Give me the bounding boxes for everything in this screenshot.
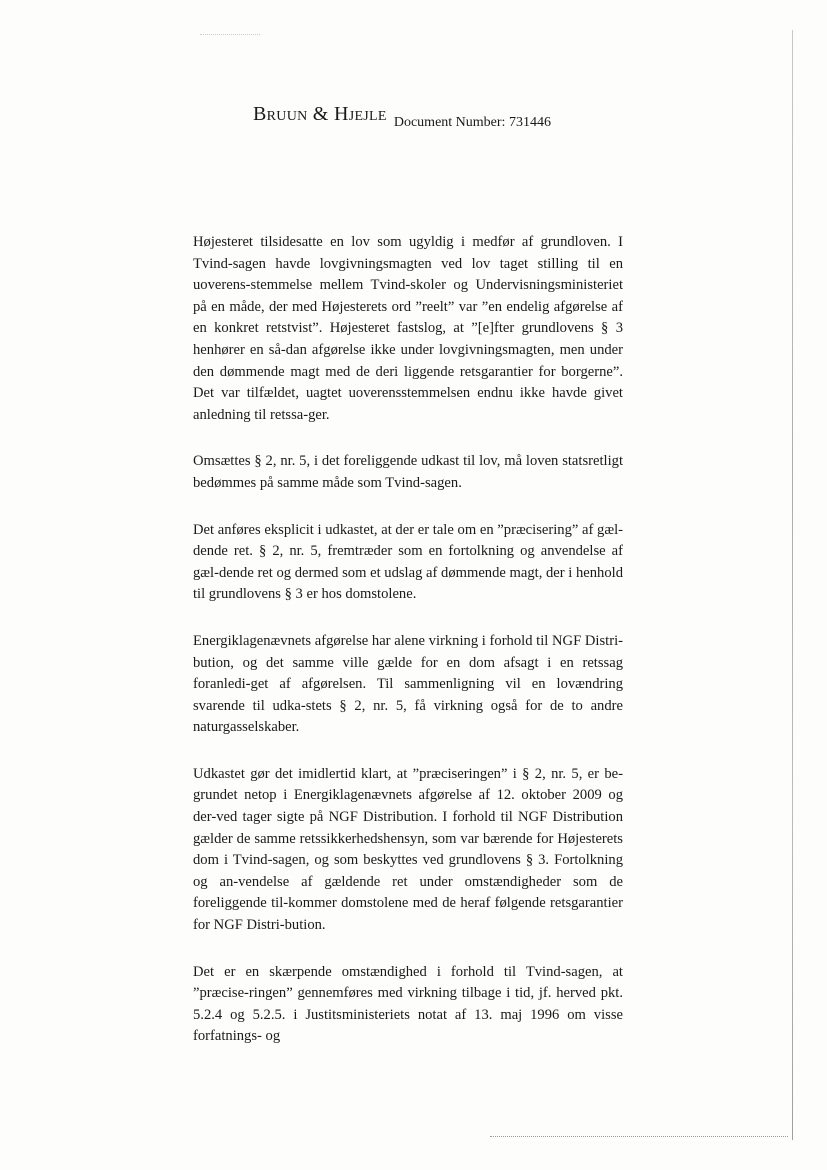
paragraph: Det er en skærpende omstændighed i forhold til Tvind-sagen, at ”præcise-ringen” gennemføres med virkning tilbage i tid, jf. herved pkt. 5.2.4 og 5.2.5. i Justitsministeriets notat af 13. maj 1996 om visse forfatnings- og (193, 963, 623, 1045)
document-body (193, 232, 623, 1073)
firm-name: Bruun & Hjejle (253, 103, 387, 125)
paragraph: Udkastet gør det imidlertid klart, at ”præciseringen” i § 2, nr. 5, er be-grundet netop i Energiklagenævnets afgørelse af 12. oktober 2009 og der-ved tager sigte på NGF Distribution. I forhold til NGF Distribution gælder de samme retssikkerhedshensyn, som var bærende for Højesterets dom i Tvind-sagen, og som beskyttes ved grundlovens § 3. Fortolkning og an-vendelse af gældende ret under omstændigheder som de foreliggende til-kommer domstolene med de heraf følgende retsgarantier for NGF Distri-bution. (193, 765, 623, 934)
paragraph: Omsættes § 2, nr. 5, i det foreliggende udkast til lov, må loven statsretligt bedømmes på samme måde som Tvind-sagen. (193, 453, 623, 491)
document-number: Document Number: 731446 (393, 115, 551, 130)
paragraph: Energiklagenævnets afgørelse har alene virkning i forhold til NGF Distri-bution, og det samme ville gælde for en dom afsagt i en retssag foranledi-get af afgørelsen. Til sammenligning vil en lovændring svarende til udka-stets § 2, nr. 5, få virkning også for de to andre naturgasselskaber. (193, 632, 623, 736)
scan-edge-line (792, 30, 793, 1140)
paragraph: Højesteret tilsidesatte en lov som ugyldig i medfør af grundloven. I Tvind-sagen havde lovgivningsmagten ved lov taget stilling til en uoverens-stemmelse mellem Tvind-skoler og Undervisningsministeriet på en måde, der med Højesterets ord ”reelt” var ”en endelig afgørelse af en konkret retstvist”. Højesteret fastslog, at ”[e]fter grundlovens § 3 henhører en så-dan afgørelse ikke under lovgivningsmagten, men under den dømmende magt med de deri liggende retsgarantier for borgerne”. Det var tilfældet, uagtet uoverensstemmelsen endnu ikke havde givet anledning til retssa-ger. (193, 234, 623, 423)
scan-artifact-bottom (490, 1136, 788, 1137)
letterhead (253, 103, 551, 130)
scan-artifact-top (200, 34, 260, 36)
paragraph: Det anføres eksplicit i udkastet, at der er tale om en ”præcisering” af gæl-dende ret. § 2, nr. 5, fremtræder som en fortolkning og anvendelse af gæl-dende ret og dermed som et udslag af dømmende magt, der i henhold til grundlovens § 3 er hos domstolene. (193, 521, 623, 603)
